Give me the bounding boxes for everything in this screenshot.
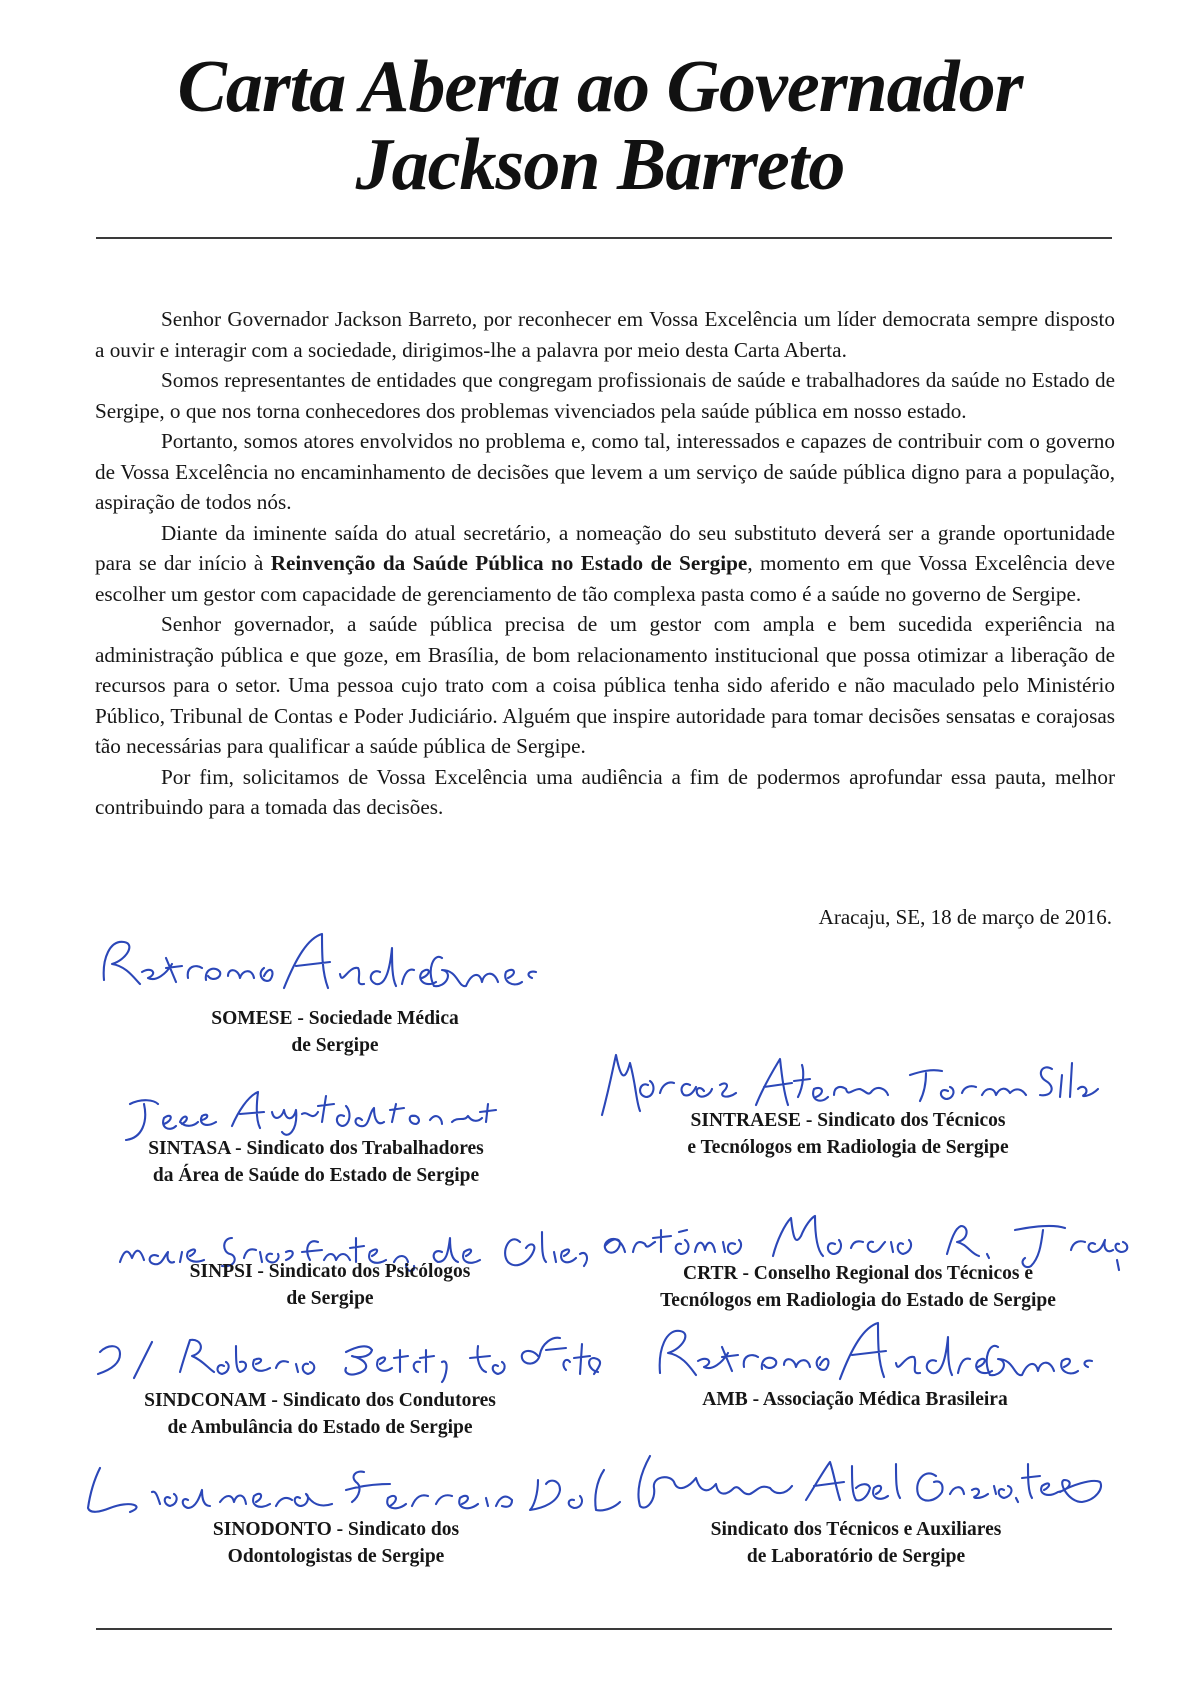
organization-line-2: de Sergipe [286, 1288, 374, 1309]
paragraph-1: Senhor Governador Jackson Barreto, por reconhecer em Vossa Excelência um líder democrata sempre disposto a ouvir e interagir com a sociedade, dirigimos-lhe a palavra por meio desta Carta Aberta. [95, 307, 1115, 362]
organization-name [150, 1005, 520, 1059]
organization-name [130, 1258, 530, 1312]
organization-line-1: SINPSI - Sindicato dos Psicólogos [189, 1261, 471, 1282]
organization-line-1: SOMESE - Sociedade Médica [211, 1008, 459, 1029]
organization-line-2: da Área de Saúde do Estado de Sergipe [152, 1165, 480, 1186]
paragraph-4-emphasis: Reinvenção da Saúde Pública no Estado de Sergipe [270, 551, 748, 575]
organization-line-2: de Ambulância do Estado de Sergipe [167, 1417, 473, 1438]
organization-line-2: e Tecnólogos em Radiologia de Sergipe [687, 1137, 1009, 1158]
paragraph-4-start: Diante da iminente saída do atual secretário, a nomeação do seu substituto deverá ser a grande oportunidade para se dar início à [95, 520, 1115, 575]
paragraph-5: Senhor governador, a saúde pública precisa de um gestor com ampla e bem sucedida experiência na administração pública e que goze, em Brasília, de bom relacionamento institucional que possa otimizar a liberação de recursos para o setor. Uma pessoa cujo trato com a coisa pública tenha sido aferido e não maculado pelo Ministério Público, Tribunal de Contas e Poder Judiciário. Alguém que inspire autoridade para tomar decisões sensatas e corajosas tão necessárias para qualificar a saúde pública de Sergipe. [95, 612, 1115, 758]
bottom-divider [96, 1628, 1112, 1630]
paragraph-6: Por fim, solicitamos de Vossa Excelência uma audiência a fim de podermos aprofundar essa pauta, melhor contribuindo para a tomada das decisões. [95, 764, 1115, 819]
organization-name [146, 1516, 526, 1570]
organization-name [608, 1260, 1108, 1314]
paragraph-3: Portanto, somos atores envolvidos no problema e, como tal, interessados e capazes de contribuir com o governo de Vossa Excelência no encaminhamento de decisões que levem a um serviço de saúde pública digno para a população, aspiração de todos nós. [95, 429, 1115, 514]
letter-title [0, 48, 1200, 204]
handwritten-signature [630, 1444, 1110, 1524]
organization-name [96, 1135, 536, 1189]
title-line-2: Jackson Barreto [355, 124, 845, 206]
organization-line-1: CRTR - Conselho Regional dos Técnicos e [683, 1263, 1033, 1284]
organization-line-2: de Laboratório de Sergipe [746, 1546, 966, 1567]
organization-line-1: SINTASA - Sindicato dos Trabalhadores [148, 1138, 484, 1159]
organization-line-1: Sindicato dos Técnicos e Auxiliares [710, 1519, 1002, 1540]
organization-name [646, 1516, 1066, 1570]
paragraph-2: Somos representantes de entidades que congregam profissionais de saúde e trabalhadores da saúde no Estado de Sergipe, o que nos torna conhecedores dos problemas vivenciados pela saúde pública em nosso estado. [95, 368, 1115, 423]
letter-body [95, 304, 1115, 823]
organization-line-1: SINODONTO - Sindicato dos [212, 1519, 460, 1540]
organization-name [588, 1107, 1108, 1161]
organization-line-1: SINTRAESE - Sindicato dos Técnicos [690, 1110, 1006, 1131]
top-divider [96, 237, 1112, 239]
organization-line-2: de Sergipe [291, 1035, 379, 1056]
handwritten-signature [96, 928, 556, 998]
letter-date: Aracaju, SE, 18 de março de 2016. [818, 905, 1112, 929]
organization-line-2: Tecnólogos em Radiologia do Estado de Sergipe [660, 1290, 1056, 1311]
title-line-1: Carta Aberta ao Governador [177, 46, 1023, 128]
paragraph-4-end: , momento em que Vossa Excelência deve escolher um gestor com capacidade de gerenciamento de tão complexa pasta como é a saúde no governo de Sergipe. [95, 551, 1115, 606]
organization-line-1: SINDCONAM - Sindicato dos Condutores [144, 1390, 496, 1411]
handwritten-signature [90, 1322, 610, 1392]
handwritten-signature [652, 1315, 1112, 1390]
paragraph-4 [95, 518, 1115, 610]
organization-name [100, 1387, 540, 1441]
organization-name [640, 1386, 1070, 1413]
organization-line-1: AMB - Associação Médica Brasileira [702, 1389, 1008, 1410]
organization-line-2: Odontologistas de Sergipe [227, 1546, 445, 1567]
